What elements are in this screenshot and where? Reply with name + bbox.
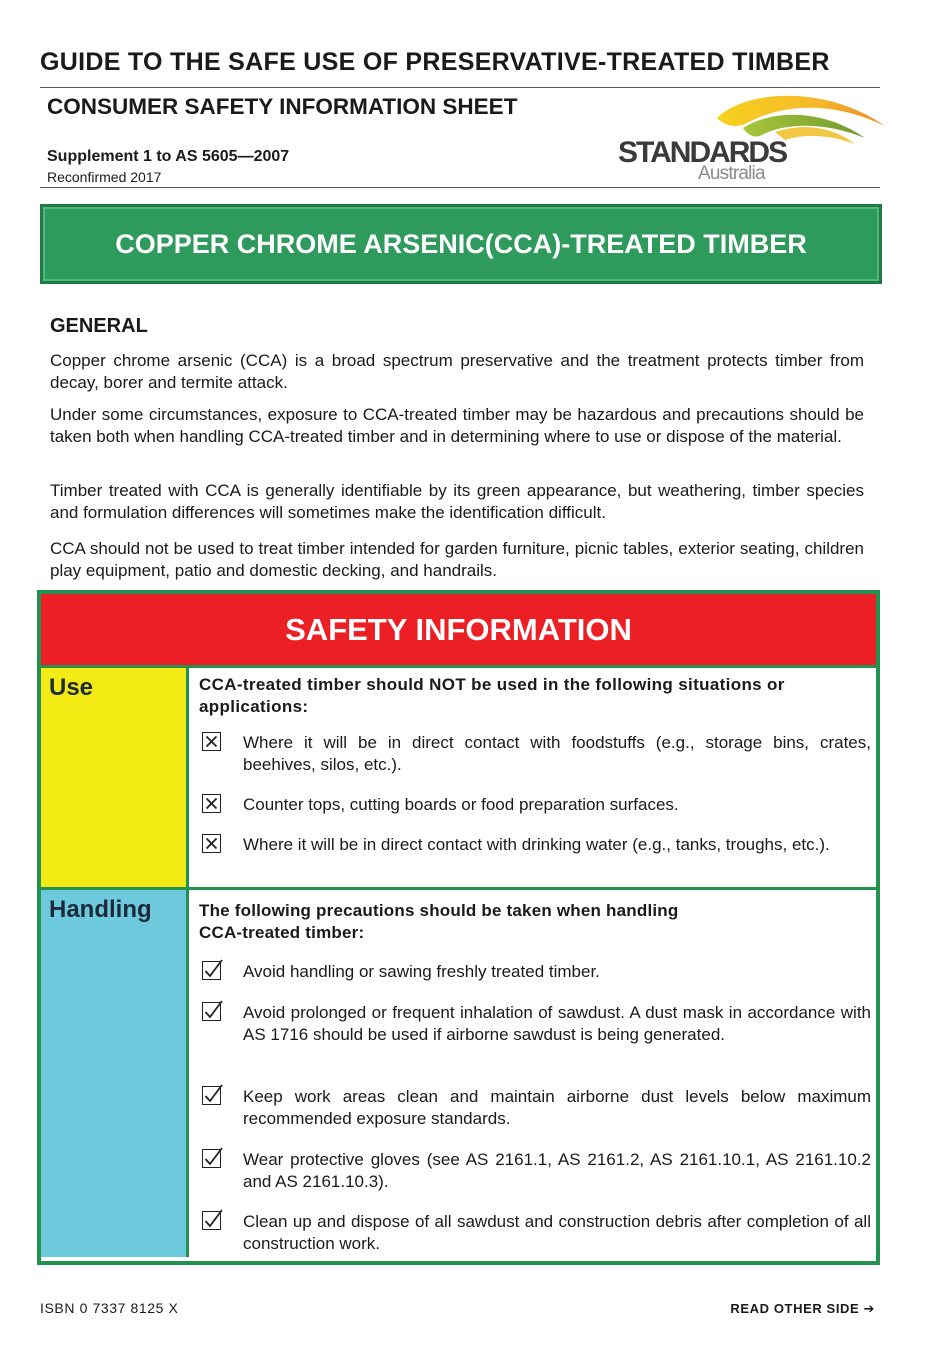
handling-precaution-text: Keep work areas clean and maintain airborne dust levels below maximum recommended exposure standards.: [243, 1087, 871, 1128]
use-restriction-item: [199, 834, 871, 856]
handling-precaution-text: Wear protective gloves (see AS 2161.1, AS 2161.2, AS 2161.10.1, AS 2161.10.2 and AS 2161.10.3).: [243, 1150, 871, 1191]
handling-precaution-item: [199, 961, 871, 983]
table-divider: [186, 665, 189, 887]
use-label: Use: [49, 674, 94, 701]
handling-precaution-text: Avoid prolonged or frequent inhalation of sawdust. A dust mask in accordance with AS 1716 should be used if airborne sawdust is being generated.: [243, 1003, 871, 1044]
reconfirmed-date: Reconfirmed 2017: [47, 169, 162, 185]
use-restriction-item: [199, 732, 871, 776]
use-intro: CCA-treated timber should NOT be used in the following situations or applications:: [199, 675, 785, 716]
handling-precaution-text: Avoid handling or sawing freshly treated timber.: [243, 962, 600, 981]
handling-label: Handling: [49, 896, 152, 923]
use-label-cell: [41, 668, 186, 887]
isbn-number: ISBN 0 7337 8125 X: [40, 1300, 179, 1316]
cross-checkbox-icon: [202, 834, 221, 853]
handling-label-cell: [41, 890, 186, 1257]
general-paragraph: Timber treated with CCA is generally identifiable by its green appearance, but weathering, timber species and formulation differences will sometimes make the identification difficult.: [50, 481, 864, 522]
general-paragraph: Copper chrome arsenic (CCA) is a broad spectrum preservative and the treatment protects timber from decay, borer and termite attack.: [50, 351, 864, 392]
cross-checkbox-icon: [202, 732, 221, 751]
table-divider: [186, 887, 189, 1257]
use-restriction-item: [199, 794, 871, 816]
cca-title: COPPER CHROME ARSENIC(CCA)-TREATED TIMBER: [115, 228, 807, 259]
general-paragraph: CCA should not be used to treat timber intended for garden furniture, picnic tables, exterior seating, children play equipment, patio and domestic decking, and handrails.: [50, 539, 864, 580]
handling-intro-line: CCA-treated timber:: [199, 923, 365, 942]
use-restriction-text: Where it will be in direct contact with drinking water (e.g., tanks, troughs, etc.).: [243, 835, 830, 854]
handling-precaution-text: Clean up and dispose of all sawdust and construction debris after completion of all construction work.: [243, 1212, 871, 1253]
check-checkbox-icon: [202, 1002, 221, 1021]
document-title: GUIDE TO THE SAFE USE OF PRESERVATIVE-TREATED TIMBER: [40, 48, 830, 76]
general-paragraph: Under some circumstances, exposure to CCA-treated timber may be hazardous and precautions should be taken both when handling CCA-treated timber and in determining where to use or dispose of the material.: [50, 405, 864, 446]
supplement-reference: Supplement 1 to AS 5605—2007: [47, 148, 290, 165]
use-restriction-text: Counter tops, cutting boards or food preparation surfaces.: [243, 795, 679, 814]
cca-title-banner: [40, 204, 882, 284]
check-checkbox-icon: [202, 961, 221, 980]
handling-intro: [199, 900, 864, 944]
general-heading: GENERAL: [50, 315, 148, 337]
standards-australia-logo: [610, 88, 885, 188]
use-restriction-text: Where it will be in direct contact with foodstuffs (e.g., storage bins, crates, beehives, silos, etc.).: [243, 733, 871, 774]
check-checkbox-icon: [202, 1086, 221, 1105]
cross-checkbox-icon: [202, 794, 221, 813]
safety-information-table: [37, 590, 880, 1265]
handling-precaution-item: [199, 1002, 871, 1046]
document-subtitle: CONSUMER SAFETY INFORMATION SHEET: [47, 94, 518, 119]
logo-subtext: Australia: [698, 163, 765, 184]
safety-title: SAFETY INFORMATION: [285, 611, 632, 647]
logo-wordmark: STANDARDS: [618, 136, 787, 169]
handling-intro-line: The following precautions should be taken when handling: [199, 901, 679, 920]
handling-precaution-item: [199, 1211, 871, 1255]
read-other-side-note: READ OTHER SIDE ➔: [730, 1301, 875, 1316]
handling-precaution-item: [199, 1149, 871, 1193]
check-checkbox-icon: [202, 1211, 221, 1230]
handling-precaution-item: [199, 1086, 871, 1130]
safety-header: [41, 594, 876, 665]
check-checkbox-icon: [202, 1149, 221, 1168]
